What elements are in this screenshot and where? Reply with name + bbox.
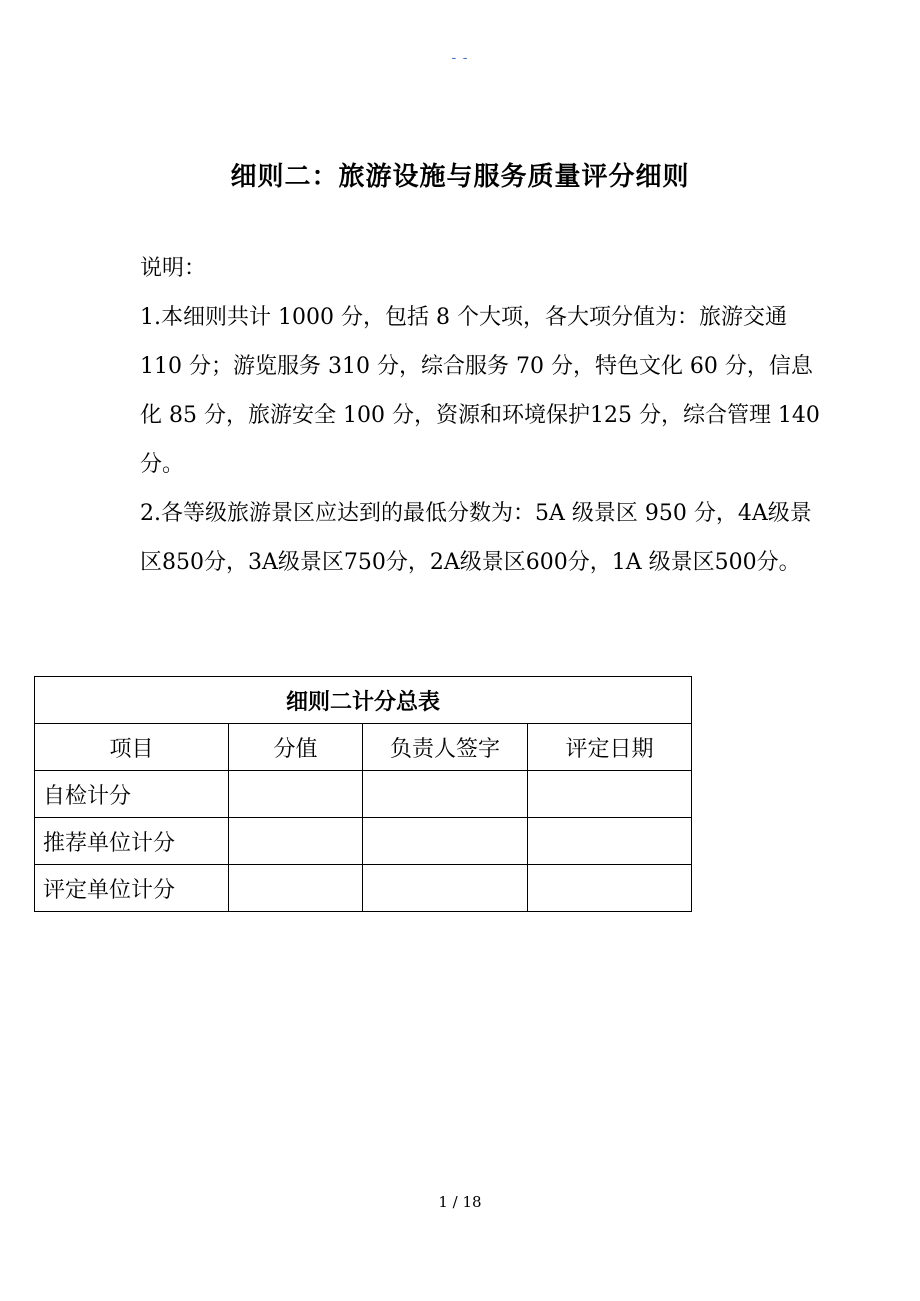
score-cell[interactable] — [229, 771, 363, 818]
score-summary-table — [34, 676, 692, 912]
header-signature: 负责人签字 — [363, 724, 528, 771]
table-caption: 细则二计分总表 — [35, 677, 692, 724]
row-label-self-check: 自检计分 — [35, 771, 229, 818]
table-header-row — [35, 724, 692, 771]
signature-cell[interactable] — [363, 818, 528, 865]
signature-cell[interactable] — [363, 771, 528, 818]
table-row — [35, 818, 692, 865]
date-cell[interactable] — [528, 818, 692, 865]
paragraph-total-score-text: 1.本细则共计 1000 分，包括 8 个大项，各大项分值为：旅游交通 110 分；游览服务 310 分，综合服务 70 分，特色文化 60 分，信息化 85 分，旅游安全 100 分，资源和环境保护125 分，综合管理 140 分。 — [140, 305, 820, 477]
row-label-recommending-unit: 推荐单位计分 — [35, 818, 229, 865]
page-header-mark: - - — [451, 50, 469, 66]
table-row — [35, 771, 692, 818]
paragraph-total-score — [140, 293, 830, 489]
paragraph-minimum-scores — [140, 489, 830, 587]
table-caption-row — [35, 677, 692, 724]
row-label-evaluating-unit: 评定单位计分 — [35, 865, 229, 912]
note-label — [140, 244, 830, 293]
score-cell[interactable] — [229, 865, 363, 912]
date-cell[interactable] — [528, 865, 692, 912]
document-title: 细则二：旅游设施与服务质量评分细则 — [230, 162, 690, 192]
score-cell[interactable] — [229, 818, 363, 865]
signature-cell[interactable] — [363, 865, 528, 912]
table-row — [35, 865, 692, 912]
header-score: 分值 — [229, 724, 363, 771]
paragraph-minimum-scores-text: 2.各等级旅游景区应达到的最低分数为：5A 级景区 950 分，4A级景区850分，3A级景区750分，2A级景区600分，1A 级景区500分。 — [140, 501, 812, 575]
date-cell[interactable] — [528, 771, 692, 818]
note-label-text: 说明： — [140, 256, 207, 281]
page-number: 1 / 18 — [438, 1193, 482, 1211]
header-date: 评定日期 — [528, 724, 692, 771]
header-item: 项目 — [35, 724, 229, 771]
